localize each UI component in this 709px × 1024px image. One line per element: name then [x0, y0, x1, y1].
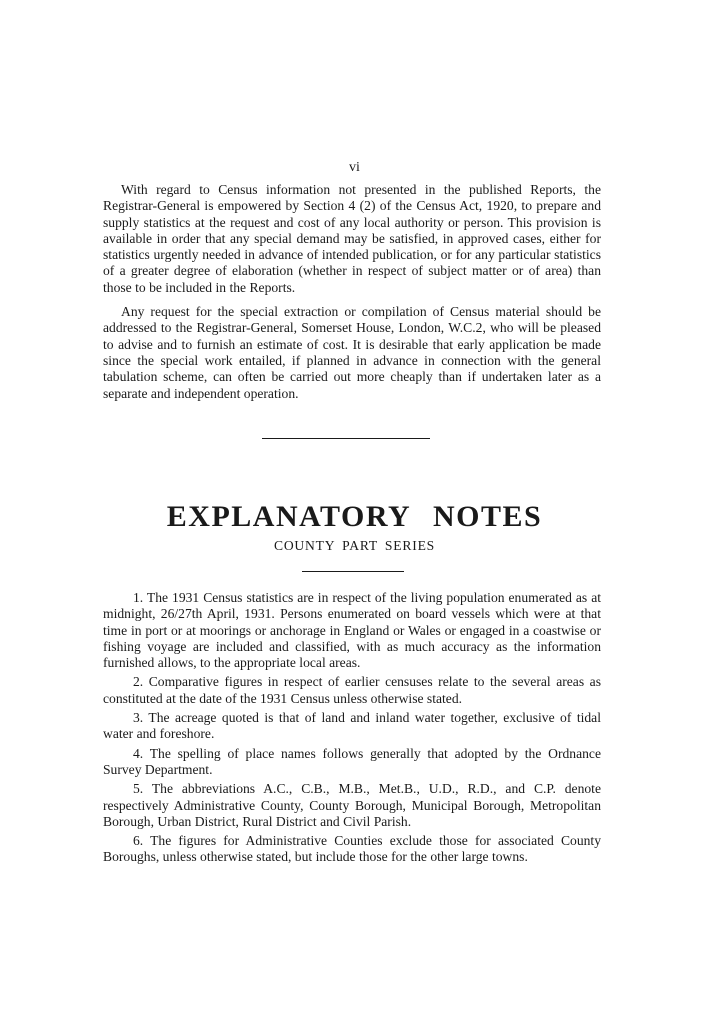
- notes-list: [103, 590, 601, 869]
- note-item: 2. Comparative figures in respect of earlier censuses relate to the several areas as constituted at the date of the 1931 Census unless otherwise stated.: [103, 674, 601, 706]
- note-item: 3. The acreage quoted is that of land and inland water together, exclusive of tidal water and foreshore.: [103, 710, 601, 742]
- note-item: 4. The spelling of place names follows generally that adopted by the Ordnance Survey Department.: [103, 745, 601, 777]
- section-title: EXPLANATORY NOTES: [166, 500, 543, 533]
- note-item: 5. The abbreviations A.C., C.B., M.B., Met.B., U.D., R.D., and C.P. denote respectively Administrative County, County Borough, Municipal Borough, Metropolitan Borough, Urban District, Rural District and Civil Parish.: [103, 781, 601, 829]
- note-item: 1. The 1931 Census statistics are in respect of the living population enumerated as at midnight, 26/27th April, 1931. Persons enumerated on board vessels which were at that time in port or at moorings or anchorage in England or Wales or engaged in a coastwise or fishing voyage are included and classified, with as much accuracy as the information furnished allows, to the appropriate local areas.: [103, 590, 601, 671]
- section-divider: [262, 438, 430, 439]
- section-subtitle: COUNTY PART SERIES: [273, 538, 436, 553]
- title-divider: [302, 571, 404, 572]
- intro-section: [103, 182, 601, 410]
- intro-paragraph: With regard to Census information not presented in the published Reports, the Registrar-General is empowered by Section 4 (2) of the Census Act, 1920, to prepare and supply statistics at the request and cost of any local authority or person. This provision is available in order that any special demand may be satisfied, in approved cases, either for statistics urgently needed in advance of intended publication, or for any particular statistics of a greater degree of elaboration (whether in respect of subject matter or of area) than those to be included in the Reports.: [103, 182, 601, 295]
- note-item: 6. The figures for Administrative Counties exclude those for associated County Boroughs, unless otherwise stated, but include those for the other large towns.: [103, 833, 601, 865]
- page-number: vi: [349, 160, 360, 175]
- intro-paragraph: Any request for the special extraction or compilation of Census material should be addressed to the Registrar-General, Somerset House, London, W.C.2, who will be pleased to advise and to furnish an estimate of cost. It is desirable that early application be made since the special work entailed, if planned in advance in connection with the general tabulation scheme, can often be carried out more cheaply than if undertaken later as a separate and independent operation.: [103, 304, 601, 401]
